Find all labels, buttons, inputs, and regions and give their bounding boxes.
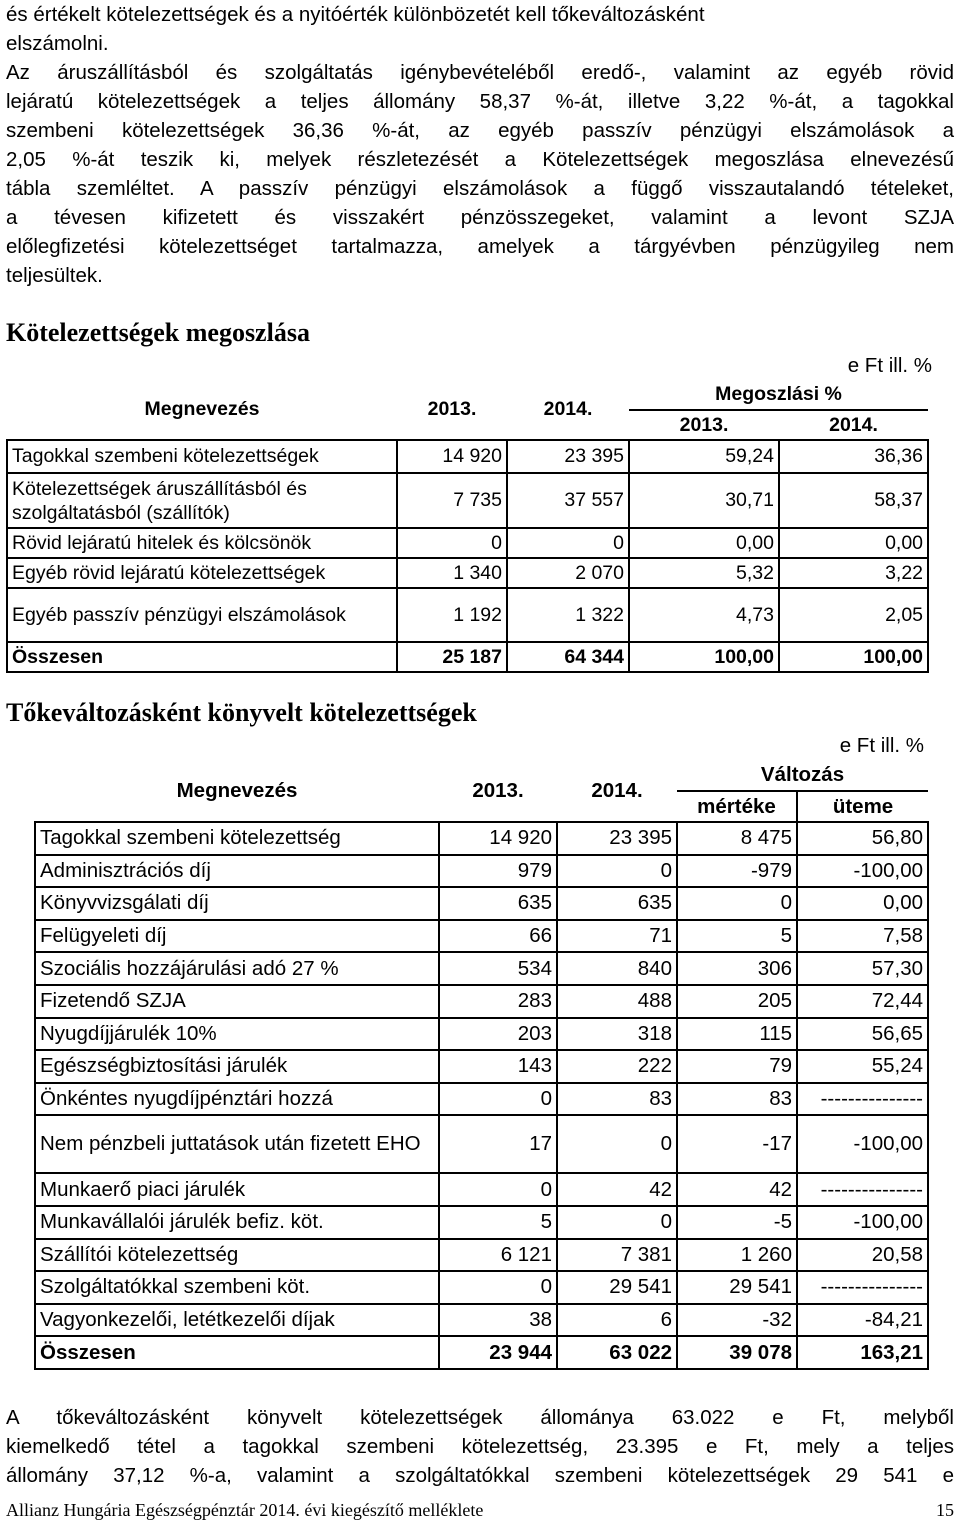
cell-uteme: 163,21 [797,1336,928,1369]
cell-2014: 1 322 [507,588,629,642]
cell-uteme: 57,30 [797,952,928,985]
cell-2014: 318 [557,1018,677,1051]
text-line: előlegfizetési kötelezettséget tartalmazza, amelyek a tárgyévben pénzügyileg nem [6,235,954,258]
cell-uteme: --------------- [797,1173,928,1206]
table-row [35,1018,928,1051]
row-label: Önkéntes nyugdíjpénztári hozzá [35,1083,439,1116]
table-row [7,440,928,473]
cell-uteme: --------------- [797,1083,928,1116]
cell-pct-2013: 59,24 [629,440,779,473]
cell-2013: 14 920 [397,440,507,473]
cell-pct-2014: 2,05 [779,588,928,642]
cell-pct-2014: 58,37 [779,473,928,528]
col-header-2014: 2014. [543,398,593,420]
cell-2013: 5 [439,1206,557,1239]
cell-merteke: -979 [677,855,797,888]
cell-uteme: --------------- [797,1271,928,1304]
cell-2013: 17 [439,1115,557,1173]
cell-merteke: 83 [677,1083,797,1116]
cell-2013: 6 121 [439,1239,557,1272]
cell-uteme: -84,21 [797,1304,928,1337]
row-label: Szociális hozzájárulási adó 27 % [35,952,439,985]
cell-uteme: 55,24 [797,1050,928,1083]
table-row [35,822,928,855]
cell-uteme: -100,00 [797,1115,928,1173]
cell-merteke: 8 475 [677,822,797,855]
cell-2014: 0 [557,855,677,888]
cell-pct-2014: 100,00 [779,642,928,672]
row-label: Adminisztrációs díj [35,855,439,888]
cell-2014: 222 [557,1050,677,1083]
cell-merteke: 5 [677,920,797,953]
row-label: Szolgáltatókkal szembeni köt. [35,1271,439,1304]
text-line: 2,05 %-át teszik ki, melyek részletezését a Kötelezettségek megoszlása elnevezésű [6,148,954,171]
cell-merteke: 1 260 [677,1239,797,1272]
col-header-merteke: mértéke [677,791,797,822]
table-total-row [35,1336,928,1369]
cell-merteke: 79 [677,1050,797,1083]
cell-uteme: 72,44 [797,985,928,1018]
row-label: Egyéb passzív pénzügyi elszámolások [7,588,397,642]
col-header-uteme: üteme [832,794,894,818]
text-line: teljesültek. [6,264,103,287]
table-header-row [7,380,928,410]
row-label: Kötelezettségek áruszállításból és szolgáltatásból (szállítók) [7,473,397,528]
cell-uteme: -100,00 [797,855,928,888]
cell-2014: 2 070 [507,558,629,588]
cell-2014: 71 [557,920,677,953]
text-line: A tőkeváltozásként könyvelt kötelezettségek állománya 63.022 e Ft, melyből [6,1406,954,1429]
cell-2014: 488 [557,985,677,1018]
cell-2013: 38 [439,1304,557,1337]
text-line: a tévesen kifizetett és visszakért pénzösszegeket, valamint a levont SZJA [6,206,954,229]
cell-merteke: -32 [677,1304,797,1337]
table-header-row [35,760,928,791]
col-header-2013: 2013. [472,778,524,802]
cell-pct-2013: 5,32 [629,558,779,588]
cell-2014: 0 [557,1206,677,1239]
row-label: Vagyonkezelői, letétkezelői díjak [35,1304,439,1337]
cell-2014: 42 [557,1173,677,1206]
col-header-group: Megoszlási % [629,380,928,410]
row-label: Könyvvizsgálati díj [35,887,439,920]
row-label: Felügyeleti díj [35,920,439,953]
cell-uteme: 20,58 [797,1239,928,1272]
table-row [35,1239,928,1272]
cell-uteme: 56,65 [797,1018,928,1051]
table-tokevaltozaskent-konyvelt [34,760,929,1370]
cell-merteke: 29 541 [677,1271,797,1304]
cell-2014: 83 [557,1083,677,1116]
cell-2014: 64 344 [507,642,629,672]
cell-merteke: 205 [677,985,797,1018]
table-row [35,1173,928,1206]
cell-uteme: -100,00 [797,1206,928,1239]
table-row [7,588,928,642]
row-label: Tagokkal szembeni kötelezettség [35,822,439,855]
cell-2013: 0 [439,1083,557,1116]
col-header-group: Változás [677,760,928,791]
cell-2013: 66 [439,920,557,953]
cell-merteke: 39 078 [677,1336,797,1369]
cell-2013: 534 [439,952,557,985]
row-label: Összesen [7,642,397,672]
table-row [35,1304,928,1337]
table-kotelezettsegek-megoszlasa [6,380,929,673]
cell-merteke: 306 [677,952,797,985]
cell-uteme: 0,00 [797,887,928,920]
text-line: és értékelt kötelezettségek és a nyitóérték különbözetét kell tőkeváltozásként [6,3,705,26]
text-line: tábla szemléltet. A passzív pénzügyi elszámolások a függő visszautalandó tételeket, [6,177,954,200]
table-row [35,1271,928,1304]
cell-2013: 979 [439,855,557,888]
text-line: Az áruszállításból és szolgáltatás igénybevételéből eredő-, valamint az egyéb rövid [6,61,954,84]
cell-2013: 203 [439,1018,557,1051]
table-row [35,855,928,888]
row-label: Egészségbiztosítási járulék [35,1050,439,1083]
text-line: kiemelkedő tétel a tagokkal szembeni kötelezettség, 23.395 e Ft, mely a teljes [6,1435,954,1458]
col-header-2014: 2014. [591,778,643,802]
table-row [7,558,928,588]
col-header-pct-2013: 2013. [679,413,729,436]
row-label: Munkaerő piaci járulék [35,1173,439,1206]
text-line: lejáratú kötelezettségek a teljes állomány 58,37 %-át, illetve 3,22 %-át, a tagokkal [6,90,954,113]
page-footer [6,1500,954,1521]
cell-pct-2013: 30,71 [629,473,779,528]
table-row [35,1083,928,1116]
cell-pct-2014: 0,00 [779,528,928,558]
table-row [35,1115,928,1173]
cell-merteke: 42 [677,1173,797,1206]
footer-text: Allianz Hungária Egészségpénztár 2014. évi kiegészítő melléklete [6,1500,484,1520]
row-label: Egyéb rövid lejáratú kötelezettségek [7,558,397,588]
table-row [7,473,928,528]
outro-paragraph [6,1403,954,1490]
table-row [35,920,928,953]
cell-pct-2013: 4,73 [629,588,779,642]
cell-merteke: 115 [677,1018,797,1051]
table-row [35,952,928,985]
cell-2013: 283 [439,985,557,1018]
col-header-2013: 2013. [427,398,477,420]
cell-2014: 23 395 [507,440,629,473]
intro-paragraph [6,0,954,290]
table-total-row [7,642,928,672]
table2-unit: e Ft ill. % [839,734,924,757]
cell-2013: 0 [397,528,507,558]
cell-2013: 14 920 [439,822,557,855]
cell-2014: 840 [557,952,677,985]
table-row [7,528,928,558]
cell-2014: 29 541 [557,1271,677,1304]
row-label: Fizetendő SZJA [35,985,439,1018]
text-line: állomány 37,12 %-a, valamint a szolgáltatókkal szembeni kötelezettségek 29 541 e [6,1464,954,1487]
row-label: Nyugdíjjárulék 10% [35,1018,439,1051]
row-label: Nem pénzbeli juttatások után fizetett EHO [35,1115,439,1173]
cell-2014: 0 [557,1115,677,1173]
table-row [35,1206,928,1239]
row-label: Tagokkal szembeni kötelezettségek [7,440,397,473]
text-line: szembeni kötelezettségek 36,36 %-át, az egyéb passzív pénzügyi elszámolások a [6,119,954,142]
row-label: Rövid lejáratú hitelek és kölcsönök [7,528,397,558]
cell-2013: 7 735 [397,473,507,528]
col-header-pct-2014: 2014. [829,413,878,436]
cell-pct-2014: 3,22 [779,558,928,588]
table1-unit: e Ft ill. % [847,354,932,377]
cell-2013: 143 [439,1050,557,1083]
cell-2014: 0 [507,528,629,558]
table-row [35,887,928,920]
cell-2014: 23 395 [557,822,677,855]
cell-merteke: -17 [677,1115,797,1173]
cell-merteke: 0 [677,887,797,920]
table-row [35,1050,928,1083]
cell-2013: 1 340 [397,558,507,588]
col-header-name: Megnevezés [176,778,298,802]
cell-2014: 7 381 [557,1239,677,1272]
cell-2014: 635 [557,887,677,920]
table-row [35,985,928,1018]
table1-heading: Kötelezettségek megoszlása [6,318,310,347]
cell-2014: 63 022 [557,1336,677,1369]
cell-uteme: 7,58 [797,920,928,953]
cell-2013: 635 [439,887,557,920]
cell-merteke: -5 [677,1206,797,1239]
cell-2014: 37 557 [507,473,629,528]
cell-uteme: 56,80 [797,822,928,855]
cell-2014: 6 [557,1304,677,1337]
col-header-name: Megnevezés [144,398,260,420]
cell-pct-2014: 36,36 [779,440,928,473]
row-label: Munkavállalói járulék befiz. köt. [35,1206,439,1239]
page-number: 15 [936,1500,954,1520]
cell-pct-2013: 0,00 [629,528,779,558]
cell-2013: 0 [439,1173,557,1206]
cell-pct-2013: 100,00 [629,642,779,672]
cell-2013: 0 [439,1271,557,1304]
table2-heading: Tőkeváltozásként könyvelt kötelezettségek [6,698,477,727]
cell-2013: 25 187 [397,642,507,672]
cell-2013: 1 192 [397,588,507,642]
cell-2013: 23 944 [439,1336,557,1369]
row-label: Szállítói kötelezettség [35,1239,439,1272]
text-line: elszámolni. [6,32,109,55]
row-label: Összesen [35,1336,439,1369]
